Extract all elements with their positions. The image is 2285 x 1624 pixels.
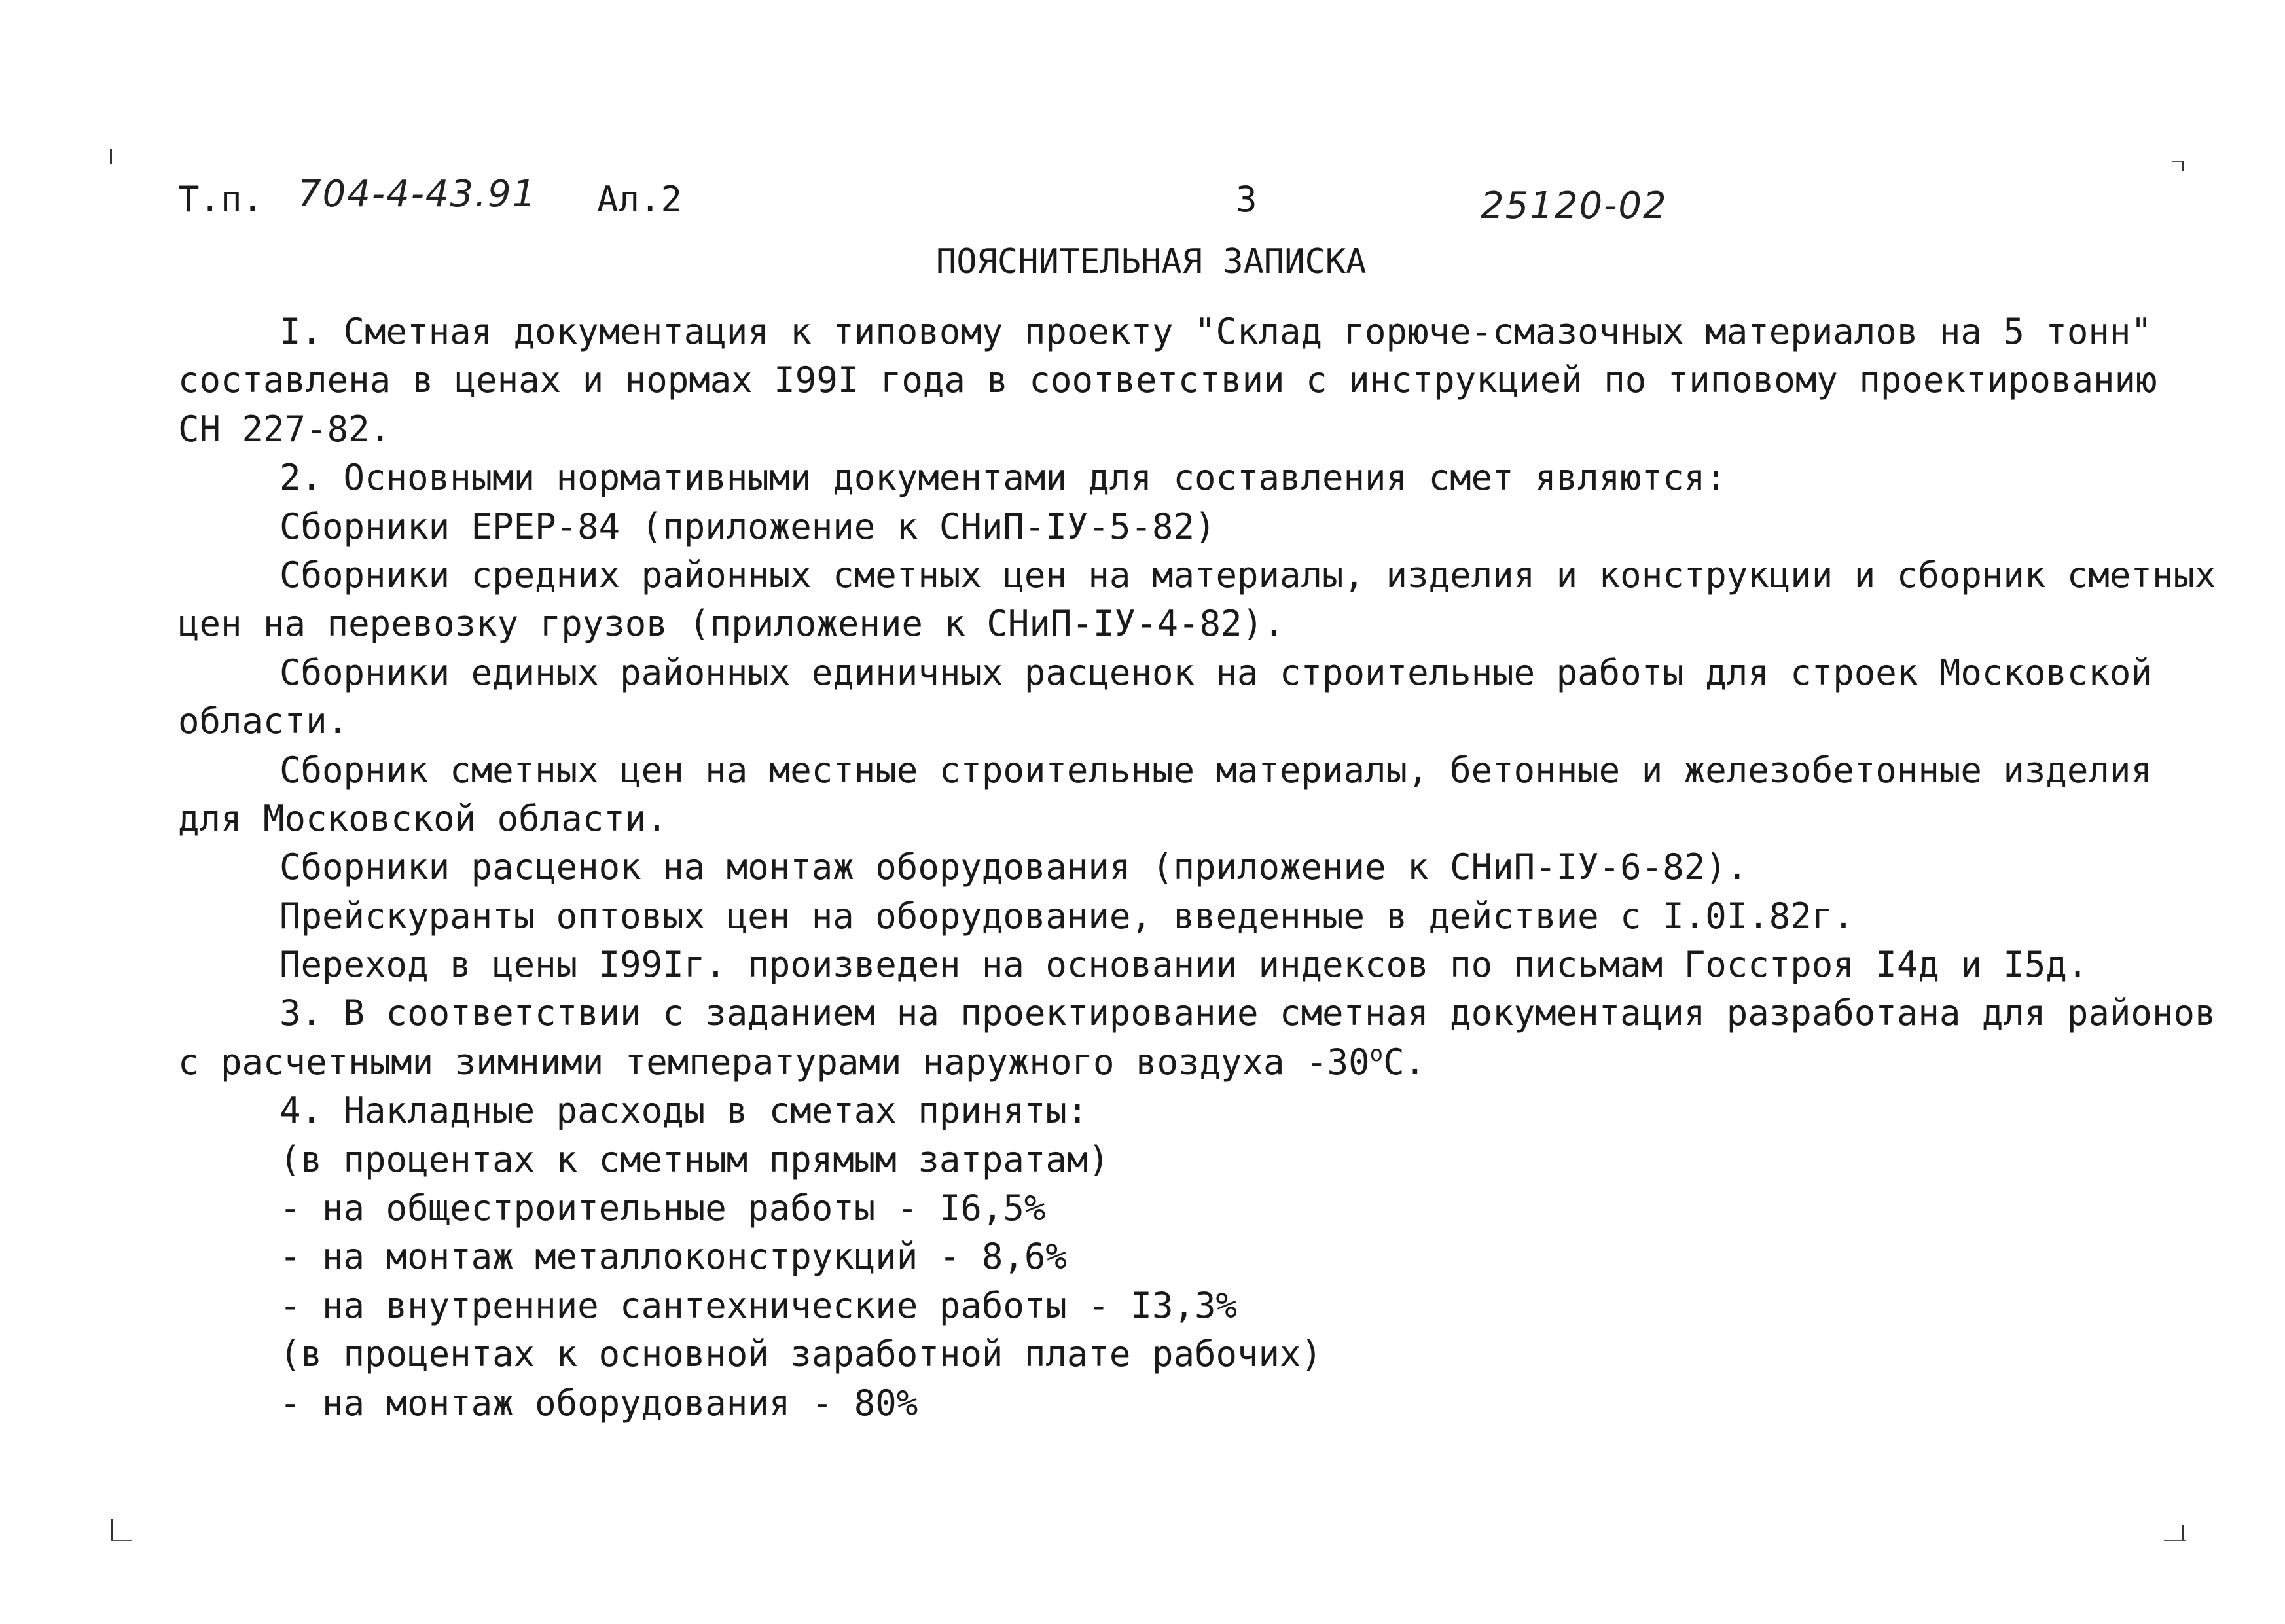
text-line: (в процентах к основной заработной плате рабочих): [279, 1333, 1323, 1375]
list-item: - на монтаж оборудования - 80%: [279, 1382, 918, 1424]
crop-mark-top-right-stem: [2182, 161, 2184, 171]
text-line: цен на перевозку грузов (приложение к СНиП-IУ-4-82).: [178, 603, 1285, 645]
crop-mark-bottom-right-stem: [2182, 1525, 2184, 1540]
text-line: Сборник сметных цен на местные строительные материалы, бетонные и железобетонные изделия: [279, 749, 2152, 791]
text-line: СН 227-82.: [178, 408, 391, 450]
text-line: I. Сметная документация к типовому проекту "Склад горюче-смазочных материалов на 5 тонн": [279, 311, 2152, 352]
text-line: Сборники средних районных сметных цен на материалы, изделия и конструкции и сборник сметных: [279, 554, 2216, 596]
degree-sign: o: [1369, 1040, 1384, 1067]
text-line: Сборники расценок на монтаж оборудования (приложение к СНиП-IУ-6-82).: [279, 846, 1748, 888]
text-line: Сборники ЕРЕР-84 (приложение к СНиП-IУ-5-82): [279, 505, 1216, 547]
album-label: Ал.2: [597, 179, 683, 220]
crop-mark-bottom-right: [2164, 1540, 2186, 1541]
text-line: области.: [178, 700, 349, 742]
text-line: Сборники единых районных единичных расценок на строительные работы для строек Московской: [279, 651, 2152, 693]
crop-mark-bottom-left: [111, 1519, 113, 1541]
temperature-unit: С.: [1383, 1041, 1426, 1083]
tp-label: Т.п.: [178, 179, 264, 220]
text-line: составлена в ценах и нормах I99I года в соответствии с инструкцией по типовому проектированию: [178, 359, 2157, 401]
page-number: 3: [1236, 179, 1257, 220]
crop-mark-bottom-left-base: [111, 1540, 132, 1541]
text-line: Прейскуранты оптовых цен на оборудование, введенные в действие с I.0I.82г.: [279, 895, 1854, 937]
doc-code: 25120-02: [1481, 185, 1668, 227]
page-title: ПОЯСНИТЕЛЬНАЯ ЗАПИСКА: [936, 242, 1367, 281]
list-item: - на монтаж металлоконструкций - 8,6%: [279, 1236, 1067, 1278]
text-line: 4. Накладные расходы в сметах приняты:: [279, 1090, 1089, 1132]
list-item: - на внутренние сантехнические работы - I3,3%: [279, 1284, 1237, 1326]
text-line: 2. Основными нормативными документами для составления смет являются:: [279, 457, 1727, 499]
text-line: 3. В соответствии с заданием на проектирование сметная документация разработана для районов: [279, 992, 2216, 1034]
list-item: - на общестроительные работы - I6,5%: [279, 1187, 1046, 1229]
text-line: (в процентах к сметным прямым затратам): [279, 1138, 1109, 1180]
text-line: Переход в цены I99Iг. произведен на основании индексов по письмам Госстроя I4д и I5д.: [279, 944, 2089, 986]
explanatory-note-body: [178, 308, 2216, 1428]
crop-mark-top-left: [110, 149, 112, 164]
text-line-temperature: [178, 1038, 2115, 1087]
project-number: 704-4-43.91: [298, 173, 537, 215]
temperature-text: с расчетными зимними температурами наружного воздуха -30: [178, 1041, 1370, 1083]
text-line: для Московской области.: [178, 797, 668, 839]
